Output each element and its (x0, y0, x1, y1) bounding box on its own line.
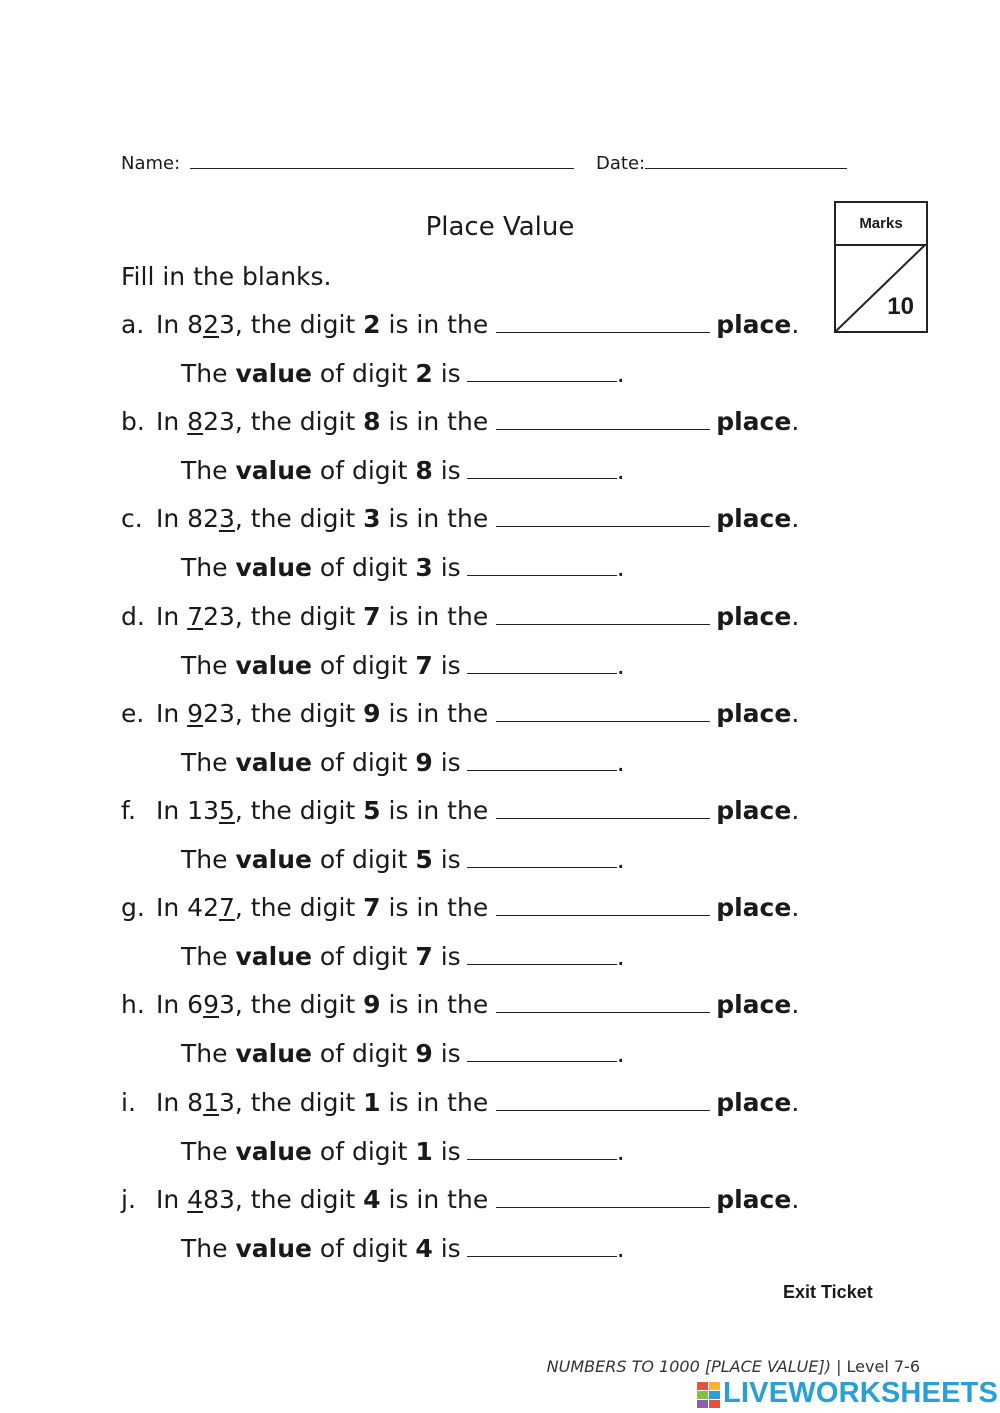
phrase-the: The (181, 553, 228, 582)
phrase-the-digit: , the digit (234, 699, 356, 728)
liveworksheets-logo (697, 1377, 998, 1410)
period: . (791, 699, 800, 728)
phrase-place: place (716, 796, 792, 825)
question-line (121, 407, 799, 436)
phrase-is: is (440, 1234, 461, 1263)
question-letter: d. (121, 602, 145, 631)
question-letter: h. (121, 990, 145, 1019)
phrase-in: In (156, 1088, 180, 1117)
digit: 4 (363, 1185, 381, 1214)
number-pre: 6 (187, 990, 204, 1019)
period: . (791, 990, 800, 1019)
place-answer-blank[interactable] (496, 992, 710, 1013)
place-answer-blank[interactable] (496, 409, 710, 430)
phrase-place: place (716, 893, 792, 922)
phrase-value: value (235, 553, 312, 582)
question-letter: i. (121, 1088, 136, 1117)
name-field (121, 152, 574, 174)
phrase-in: In (156, 310, 180, 339)
number-post: 3 (218, 310, 235, 339)
phrase-is: is (440, 845, 461, 874)
phrase-the: The (181, 748, 228, 777)
value-line (181, 1234, 625, 1263)
number-underlined-digit: 1 (203, 1088, 219, 1117)
phrase-place: place (716, 1185, 792, 1214)
value-answer-blank[interactable] (467, 1041, 617, 1062)
period: . (616, 456, 625, 485)
phrase-value: value (235, 748, 312, 777)
digit: 9 (363, 990, 381, 1019)
number-post: 3 (218, 990, 235, 1019)
number-post: 23 (203, 407, 235, 436)
value-answer-blank[interactable] (467, 555, 617, 576)
value-line (181, 651, 625, 680)
number-post: 3 (218, 1088, 235, 1117)
number-pre: 13 (187, 796, 219, 825)
value-line (181, 942, 625, 971)
value-answer-blank[interactable] (467, 1139, 617, 1160)
digit: 8 (415, 456, 433, 485)
question-letter: g. (121, 893, 145, 922)
phrase-is-in-the: is in the (388, 699, 489, 728)
question-line (121, 699, 799, 728)
value-answer-blank[interactable] (467, 944, 617, 965)
footer (547, 1357, 920, 1376)
value-answer-blank[interactable] (467, 847, 617, 868)
phrase-of-digit: of digit (319, 651, 408, 680)
phrase-in: In (156, 504, 180, 533)
phrase-the-digit: , the digit (234, 504, 356, 533)
digit: 4 (415, 1234, 433, 1263)
phrase-the-digit: , the digit (234, 1185, 356, 1214)
digit: 9 (415, 748, 433, 777)
value-answer-blank[interactable] (467, 1236, 617, 1257)
phrase-of-digit: of digit (319, 1039, 408, 1068)
phrase-is: is (440, 553, 461, 582)
period: . (616, 651, 625, 680)
question-line (121, 602, 799, 631)
number-pre: 42 (187, 893, 219, 922)
number-pre: 8 (187, 1088, 204, 1117)
phrase-value: value (235, 456, 312, 485)
exit-ticket: Exit Ticket (783, 1282, 873, 1302)
period: . (616, 1234, 625, 1263)
period: . (616, 1039, 625, 1068)
phrase-is-in-the: is in the (388, 990, 489, 1019)
phrase-the: The (181, 1234, 228, 1263)
period: . (616, 748, 625, 777)
phrase-the: The (181, 456, 228, 485)
number-post: 23 (203, 602, 235, 631)
phrase-is: is (440, 456, 461, 485)
phrase-is: is (440, 1137, 461, 1166)
name-label: Name: (121, 153, 181, 174)
question-line (121, 1185, 799, 1214)
question-line (121, 310, 799, 339)
place-answer-blank[interactable] (496, 1187, 710, 1208)
question-letter: b. (121, 407, 145, 436)
date-label: Date: (596, 153, 646, 174)
phrase-value: value (235, 651, 312, 680)
phrase-the-digit: , the digit (234, 602, 356, 631)
phrase-place: place (716, 699, 792, 728)
phrase-is: is (440, 359, 461, 388)
digit: 5 (363, 796, 381, 825)
question-letter: f. (121, 796, 136, 825)
value-line (181, 845, 625, 874)
phrase-is-in-the: is in the (388, 504, 489, 533)
footer-level: Level 7-6 (846, 1357, 920, 1376)
digit: 7 (363, 602, 381, 631)
period: . (791, 407, 800, 436)
phrase-the-digit: , the digit (234, 407, 356, 436)
period: . (791, 893, 800, 922)
phrase-is: is (440, 1039, 461, 1068)
phrase-place: place (716, 310, 792, 339)
phrase-of-digit: of digit (319, 553, 408, 582)
marks-total: 10 (887, 293, 914, 320)
value-line (181, 553, 625, 582)
digit: 7 (415, 651, 433, 680)
digit: 8 (363, 407, 381, 436)
digit: 9 (363, 699, 381, 728)
phrase-the: The (181, 359, 228, 388)
period: . (616, 1137, 625, 1166)
phrase-place: place (716, 504, 792, 533)
digit: 3 (363, 504, 381, 533)
phrase-value: value (235, 359, 312, 388)
value-line (181, 1039, 625, 1068)
period: . (791, 602, 800, 631)
logo-text: LIVEWORKSHEETS (723, 1377, 999, 1409)
phrase-of-digit: of digit (319, 1137, 408, 1166)
phrase-in: In (156, 796, 180, 825)
instructions: Fill in the blanks. (121, 262, 332, 291)
phrase-of-digit: of digit (319, 942, 408, 971)
phrase-value: value (235, 1234, 312, 1263)
number-underlined-digit: 8 (187, 407, 204, 436)
phrase-is-in-the: is in the (388, 796, 489, 825)
phrase-the-digit: , the digit (234, 310, 356, 339)
phrase-value: value (235, 1137, 312, 1166)
question-line (121, 990, 799, 1019)
digit: 9 (415, 1039, 433, 1068)
page-title: Place Value (425, 212, 575, 242)
place-answer-blank[interactable] (496, 506, 710, 527)
phrase-of-digit: of digit (319, 456, 408, 485)
number-underlined-digit: 9 (187, 699, 204, 728)
phrase-the-digit: , the digit (234, 893, 356, 922)
phrase-the-digit: , the digit (234, 1088, 356, 1117)
phrase-in: In (156, 990, 180, 1019)
question-letter: j. (121, 1185, 136, 1214)
phrase-is-in-the: is in the (388, 893, 489, 922)
phrase-the-digit: , the digit (234, 990, 356, 1019)
digit: 1 (415, 1137, 433, 1166)
phrase-is-in-the: is in the (388, 1185, 489, 1214)
period: . (616, 845, 625, 874)
digit: 7 (363, 893, 381, 922)
number-underlined-digit: 7 (218, 893, 235, 922)
phrase-in: In (156, 1185, 180, 1214)
question-letter: a. (121, 310, 145, 339)
digit: 2 (415, 359, 433, 388)
phrase-the: The (181, 1137, 228, 1166)
value-answer-blank[interactable] (467, 653, 617, 674)
number-pre: 8 (187, 310, 204, 339)
number-post: 83 (203, 1185, 235, 1214)
period: . (791, 1088, 800, 1117)
place-answer-blank[interactable] (496, 701, 710, 722)
question-line (121, 796, 799, 825)
value-answer-blank[interactable] (467, 458, 617, 479)
period: . (791, 1185, 800, 1214)
number-underlined-digit: 3 (218, 504, 235, 533)
number-pre: 82 (187, 504, 219, 533)
phrase-value: value (235, 1039, 312, 1068)
footer-separator: | (836, 1357, 842, 1376)
phrase-the: The (181, 942, 228, 971)
phrase-of-digit: of digit (319, 359, 408, 388)
value-line (181, 359, 625, 388)
phrase-the: The (181, 651, 228, 680)
number-underlined-digit: 2 (203, 310, 219, 339)
logo-icon (697, 1380, 721, 1408)
phrase-place: place (716, 990, 792, 1019)
place-answer-blank[interactable] (496, 895, 710, 916)
place-answer-blank[interactable] (496, 1090, 710, 1111)
phrase-in: In (156, 602, 180, 631)
phrase-is: is (440, 651, 461, 680)
period: . (616, 942, 625, 971)
marks-label: Marks (836, 203, 926, 246)
marks-box (834, 201, 928, 333)
phrase-of-digit: of digit (319, 748, 408, 777)
phrase-the-digit: , the digit (234, 796, 356, 825)
phrase-the: The (181, 845, 228, 874)
value-answer-blank[interactable] (467, 361, 617, 382)
phrase-in: In (156, 699, 180, 728)
phrase-is-in-the: is in the (388, 407, 489, 436)
period: . (616, 359, 625, 388)
place-answer-blank[interactable] (496, 312, 710, 333)
place-answer-blank[interactable] (496, 604, 710, 625)
phrase-place: place (716, 1088, 792, 1117)
phrase-place: place (716, 407, 792, 436)
phrase-of-digit: of digit (319, 845, 408, 874)
number-underlined-digit: 7 (187, 602, 204, 631)
question-letter: c. (121, 504, 143, 533)
phrase-is: is (440, 748, 461, 777)
phrase-is-in-the: is in the (388, 1088, 489, 1117)
period: . (791, 796, 800, 825)
value-line (181, 456, 625, 485)
phrase-is-in-the: is in the (388, 310, 489, 339)
name-blank[interactable] (190, 152, 574, 169)
question-line (121, 1088, 799, 1117)
phrase-of-digit: of digit (319, 1234, 408, 1263)
period: . (791, 310, 800, 339)
digit: 5 (415, 845, 433, 874)
digit: 3 (415, 553, 433, 582)
phrase-in: In (156, 893, 180, 922)
date-field (596, 152, 847, 174)
phrase-is: is (440, 942, 461, 971)
phrase-in: In (156, 407, 180, 436)
footer-course: NUMBERS TO 1000 [PLACE VALUE]) (546, 1357, 831, 1376)
date-blank[interactable] (645, 152, 847, 169)
value-line (181, 1137, 625, 1166)
number-underlined-digit: 5 (218, 796, 235, 825)
digit: 7 (415, 942, 433, 971)
period: . (616, 553, 625, 582)
question-line (121, 893, 799, 922)
phrase-is-in-the: is in the (388, 602, 489, 631)
question-line (121, 504, 799, 533)
value-answer-blank[interactable] (467, 750, 617, 771)
digit: 1 (363, 1088, 381, 1117)
phrase-value: value (235, 942, 312, 971)
number-underlined-digit: 9 (203, 990, 219, 1019)
value-line (181, 748, 625, 777)
number-underlined-digit: 4 (187, 1185, 204, 1214)
place-answer-blank[interactable] (496, 798, 710, 819)
phrase-the: The (181, 1039, 228, 1068)
number-post: 23 (203, 699, 235, 728)
period: . (791, 504, 800, 533)
question-letter: e. (121, 699, 145, 728)
phrase-value: value (235, 845, 312, 874)
digit: 2 (363, 310, 381, 339)
phrase-place: place (716, 602, 792, 631)
